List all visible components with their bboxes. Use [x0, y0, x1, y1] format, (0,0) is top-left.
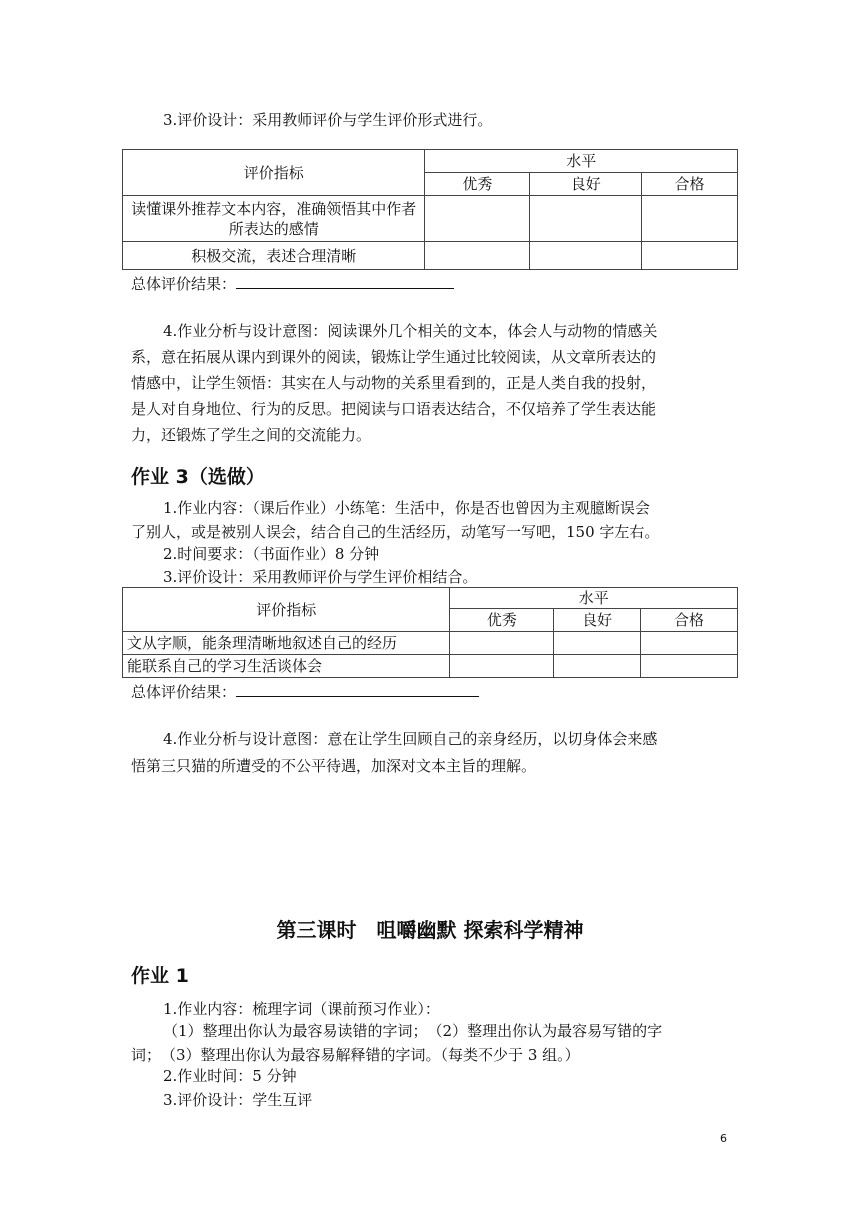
table-cell	[642, 242, 738, 270]
level-pass: 合格	[642, 173, 738, 196]
result-blank	[236, 273, 454, 289]
text-line: 4.作业分析与设计意图：阅读课外几个相关的文本，体会人与动物的情感关	[163, 322, 658, 340]
eval-design-text: 3.评价设计：采用教师评价与学生评价形式进行。	[163, 111, 493, 129]
text-line: 词； （3）整理出你认为最容易解释错的字词。（每类不少于 3 组。）	[131, 1046, 580, 1064]
text-line: 了别人，或是被别人误会，结合自己的生活经历，动笔写一写吧，150 字左右。	[131, 523, 660, 541]
table-cell	[642, 196, 738, 242]
text-line: （1）整理出你认为最容易读错的字词； （2）整理出你认为最容易写错的字	[163, 1022, 663, 1040]
page-number: 6	[720, 1132, 727, 1145]
text-line: 是人对自身地位、行为的反思。把阅读与口语表达结合，不仅培养了学生表达能	[131, 400, 657, 418]
table-cell	[554, 632, 641, 655]
evaluation-table	[122, 149, 738, 270]
indicator-row: 读懂课外推荐文本内容，准确领悟其中作者所表达的感情	[123, 196, 425, 242]
content-paragraph	[131, 496, 741, 544]
table-cell	[554, 655, 641, 678]
eval-design-text: 3.评价设计：学生互评	[163, 1091, 313, 1109]
total-result-label: 总体评价结果：	[131, 683, 237, 701]
level-excellent: 优秀	[425, 173, 530, 196]
text-line: 1.作业内容：（课后作业）小练笔：生活中，你是否也曾因为主观臆断误会	[163, 499, 650, 517]
section-heading: 作业 3（选做）	[131, 466, 265, 488]
content-text: 1.作业内容：梳理字词（课前预习作业）：	[163, 1000, 440, 1018]
table-cell	[530, 242, 642, 270]
indicator-header: 评价指标	[123, 150, 425, 196]
level-good: 良好	[554, 609, 641, 632]
total-result	[131, 680, 479, 704]
eval-design-text: 3.评价设计：采用教师评价与学生评价相结合。	[163, 568, 478, 586]
table-cell	[641, 655, 738, 678]
total-result	[131, 272, 454, 296]
level-excellent: 优秀	[450, 609, 554, 632]
indicator-row: 积极交流，表述合理清晰	[123, 242, 425, 270]
indicator-header: 评价指标	[123, 588, 450, 632]
level-pass: 合格	[641, 609, 738, 632]
table-cell	[425, 196, 530, 242]
text-line: 悟第三只猫的所遭受的不公平待遇，加深对文本主旨的理解。	[131, 757, 537, 775]
section-heading: 作业 1	[131, 965, 189, 987]
time-requirement: 2.作业时间：5 分钟	[163, 1067, 297, 1085]
indicator-row: 文从字顺，能条理清晰地叙述自己的经历	[123, 632, 450, 655]
analysis-paragraph	[131, 318, 741, 448]
table-cell	[425, 242, 530, 270]
analysis-paragraph	[131, 726, 741, 780]
text-line: 系，意在拓展从课内到课外的阅读，锻炼让学生通过比较阅读，从文章所表达的	[131, 348, 657, 366]
level-header: 水平	[425, 150, 738, 173]
text-line: 4.作业分析与设计意图：意在让学生回顾自己的亲身经历，以切身体会来感	[163, 730, 658, 748]
total-result-label: 总体评价结果：	[131, 275, 237, 293]
content-items	[131, 1019, 741, 1067]
lesson-title: 第三课时 咀嚼幽默 探索科学精神	[276, 918, 584, 942]
level-header: 水平	[450, 588, 738, 609]
time-requirement: 2.时间要求：（书面作业）8 分钟	[163, 545, 380, 563]
text-line: 力，还锻炼了学生之间的交流能力。	[131, 426, 372, 444]
table-cell	[641, 632, 738, 655]
evaluation-table	[122, 587, 738, 678]
table-cell	[450, 632, 554, 655]
table-cell	[450, 655, 554, 678]
table-cell	[530, 196, 642, 242]
indicator-row: 能联系自己的学习生活谈体会	[123, 655, 450, 678]
level-good: 良好	[530, 173, 642, 196]
result-blank	[236, 681, 479, 697]
text-line: 情感中，让学生领悟：其实在人与动物的关系里看到的，正是人类自我的投射，	[131, 374, 657, 392]
